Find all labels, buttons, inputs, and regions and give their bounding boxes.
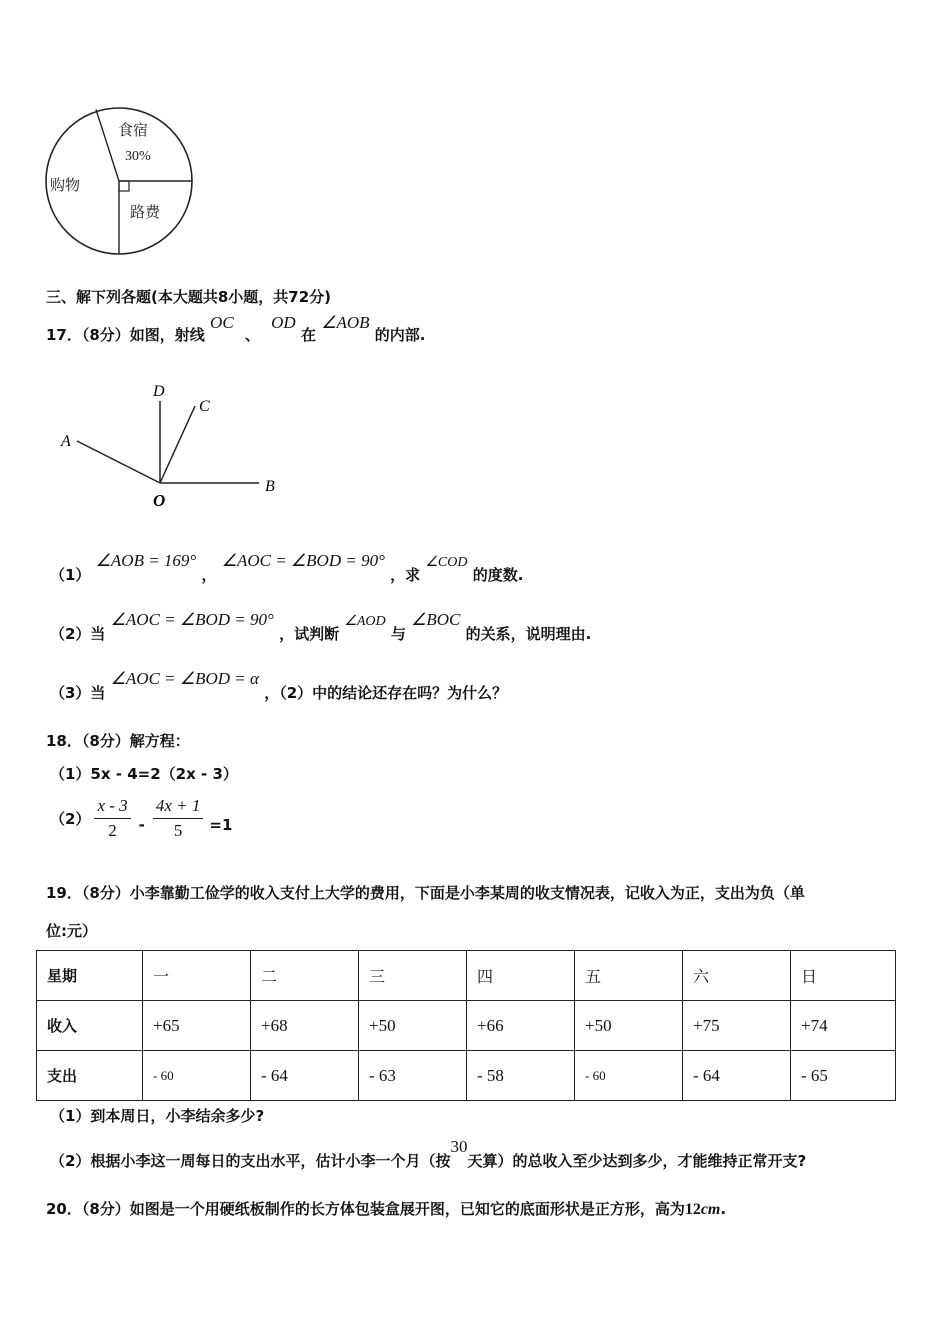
- table-cell: - 58: [467, 1051, 575, 1101]
- q17-p1-expr2: ∠AOC = ∠BOD = 90°: [221, 551, 385, 570]
- q17-p1-expr1: ∠AOB = 169°: [95, 551, 197, 570]
- table-cell: - 60: [143, 1051, 251, 1101]
- point-label-b: B: [265, 478, 275, 495]
- table-cell: +66: [467, 1001, 575, 1051]
- q17-p2-expr3: ∠BOC: [411, 610, 461, 629]
- table-cell: +50: [359, 1001, 467, 1051]
- q17-angle-aob: ∠AOB: [321, 313, 370, 332]
- q17-ray-oc: OC: [210, 313, 234, 332]
- q17-p1-num: （1）: [50, 566, 91, 584]
- table-cell: - 64: [251, 1051, 359, 1101]
- q18-minus: -: [138, 815, 145, 834]
- q20-unit: cm: [700, 1201, 721, 1218]
- table-cell: 三: [359, 951, 467, 1001]
- table-cell: 星期: [37, 951, 143, 1001]
- q17-p2-expr1: ∠AOC = ∠BOD = 90°: [110, 610, 274, 629]
- q20-end: .: [720, 1200, 727, 1218]
- table-cell: - 64: [683, 1051, 791, 1101]
- q19-intro-line1: 19．（8分）小李靠勤工俭学的收入支付上大学的费用，下面是小李某周的收支情况表，记收入为正，支出为负（单: [46, 884, 805, 902]
- q17-p2-prefix: （2）当: [50, 625, 106, 643]
- budget-pie-chart: [40, 105, 200, 260]
- fraction-2-numerator: 4x + 1: [153, 796, 204, 819]
- income-expense-table: [36, 950, 896, 1101]
- q17-p1-expr3: ∠COD: [425, 555, 468, 570]
- point-label-c: C: [199, 398, 210, 415]
- table-row-expense: [37, 1051, 896, 1101]
- q17-p2-mid: ，试判断: [279, 625, 340, 643]
- q17-in: 在: [300, 326, 316, 344]
- table-cell: 日: [791, 951, 896, 1001]
- point-label-a: A: [61, 433, 71, 450]
- section3-heading: 三、解下列各题(本大题共8小题，共72分): [46, 288, 332, 306]
- fraction-1-numerator: x - 3: [94, 796, 130, 819]
- q17-ray-od: OD: [271, 313, 296, 332]
- q17-p2-and: 与: [390, 625, 406, 643]
- q17-intro: [46, 312, 425, 344]
- q17-part1: [50, 550, 524, 584]
- q20-height: 12: [684, 1201, 701, 1218]
- right-angle-mark: [119, 181, 129, 191]
- q17-part3: [50, 668, 508, 702]
- q18-title: 18．（8分）解方程：: [46, 732, 190, 750]
- pie-label-food: 食宿: [118, 121, 149, 139]
- q17-sep: 、: [244, 326, 260, 344]
- q17-intro-prefix: 17．（8分）如图，射线: [46, 326, 205, 344]
- q17-p1-comma: ，: [201, 566, 217, 584]
- q20-prefix: 20．（8分）如图是一个用硬纸板制作的长方体包装盒展开图，已知它的底面形状是正方形，高为: [46, 1200, 685, 1218]
- q17-p3-prefix: （3）当: [50, 684, 106, 702]
- table-cell: +74: [791, 1001, 896, 1051]
- table-cell: +75: [683, 1001, 791, 1051]
- q18-eq2: [50, 796, 232, 841]
- q19-p2-days: 30: [450, 1137, 468, 1156]
- table-cell: - 65: [791, 1051, 896, 1101]
- pie-label-travel: 路费: [130, 203, 161, 221]
- table-cell: +50: [575, 1001, 683, 1051]
- table-cell: +65: [143, 1001, 251, 1051]
- table-cell: 四: [467, 951, 575, 1001]
- q20-text: [46, 1198, 726, 1219]
- pie-label-food-percent: 30%: [125, 149, 151, 164]
- table-cell: 五: [575, 951, 683, 1001]
- fraction-2-denominator: 5: [173, 821, 183, 840]
- table-cell: +68: [251, 1001, 359, 1051]
- q19-p2-prefix: （2）根据小李这一周每日的支出水平，估计小李一个月（按: [50, 1152, 451, 1170]
- q18-eq2-prefix: （2）: [50, 810, 91, 828]
- fraction-1: [94, 796, 130, 841]
- pie-label-shopping: 购物: [50, 176, 81, 194]
- ray-oa: [77, 441, 160, 483]
- q17-p2-suffix: 的关系，说明理由.: [465, 625, 592, 643]
- table-row-header: [37, 951, 896, 1001]
- q19-part2: [50, 1136, 807, 1170]
- table-cell: - 63: [359, 1051, 467, 1101]
- q17-intro-suffix: 的内部.: [374, 326, 426, 344]
- pie-divider-food-shopping: [96, 110, 119, 182]
- q17-angle-figure: [55, 378, 295, 513]
- q17-p2-expr2: ∠AOD: [344, 614, 386, 629]
- ray-oc: [160, 406, 195, 483]
- q17-p3-suffix: ，（2）中的结论还存在吗？为什么？: [264, 684, 508, 702]
- table-cell: 六: [683, 951, 791, 1001]
- fraction-1-denominator: 2: [108, 821, 117, 840]
- fraction-2: [153, 796, 204, 841]
- point-label-o: O: [153, 491, 166, 510]
- q18-eq2-suffix: =1: [209, 815, 233, 834]
- table-cell: 二: [251, 951, 359, 1001]
- table-row-income: [37, 1001, 896, 1051]
- table-cell: 收入: [37, 1001, 143, 1051]
- q17-p1-suffix: 的度数.: [472, 566, 524, 584]
- q19-p2-suffix: 天算）的总收入至少达到多少，才能维持正常开支?: [467, 1152, 807, 1170]
- q17-p1-ask: ，求: [390, 566, 421, 584]
- q18-eq1: （1）5x - 4=2（2x - 3）: [50, 765, 238, 783]
- point-label-d: D: [153, 383, 165, 400]
- q19-part1: （1）到本周日，小李结余多少?: [50, 1107, 265, 1125]
- table-cell: 支出: [37, 1051, 143, 1101]
- table-cell: - 60: [575, 1051, 683, 1101]
- q17-p3-expr: ∠AOC = ∠BOD = α: [110, 669, 259, 688]
- q19-intro-line2: 位:元）: [46, 922, 97, 940]
- table-cell: 一: [143, 951, 251, 1001]
- q17-part2: [50, 609, 592, 643]
